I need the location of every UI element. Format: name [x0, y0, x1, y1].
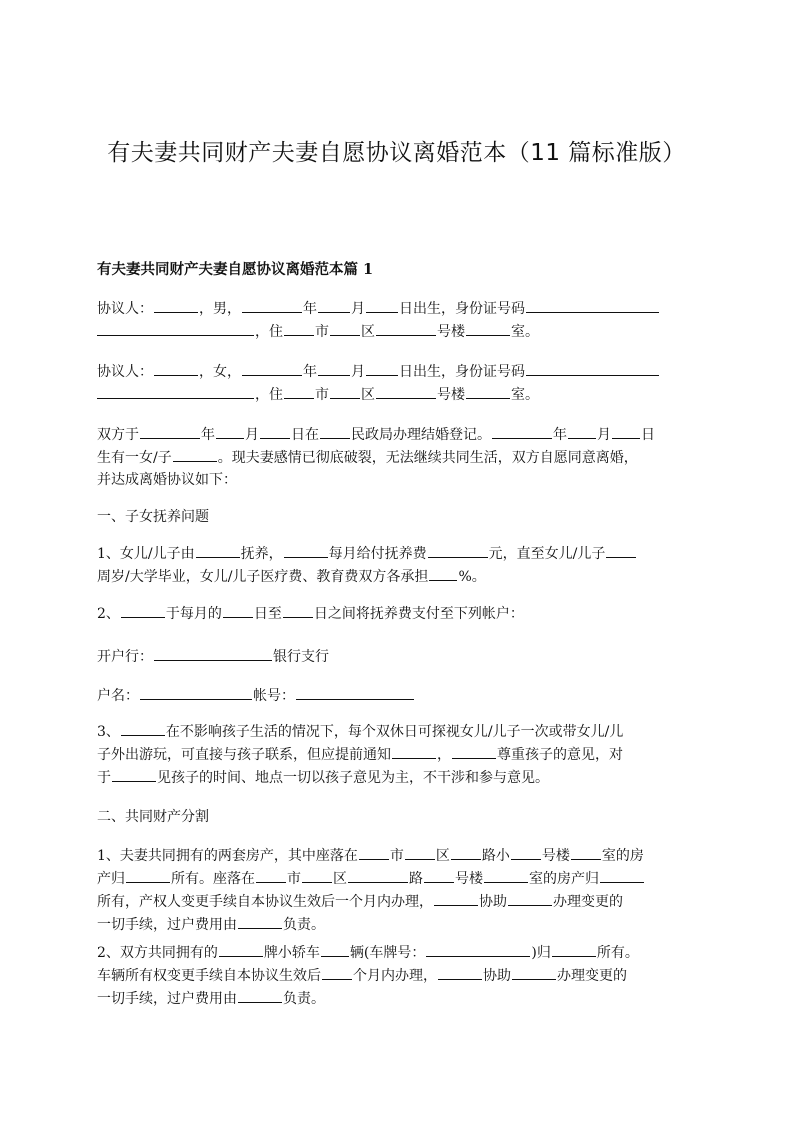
text: 室。: [511, 324, 539, 340]
blank-building: [511, 844, 541, 860]
text: 负责。: [283, 917, 325, 933]
text: 年: [553, 427, 567, 443]
item1-line2: [97, 565, 709, 588]
section1-item3: [97, 720, 709, 789]
blank: [452, 743, 496, 759]
text: 于: [97, 770, 111, 786]
text: 银行支行: [273, 649, 329, 665]
text: 办理变更的: [557, 968, 627, 984]
blank-street: [376, 320, 436, 336]
text: 市: [389, 848, 404, 864]
blank-name: [154, 360, 198, 376]
text: 月: [351, 301, 365, 317]
text: 协助: [479, 894, 507, 910]
blank-year: [242, 297, 302, 313]
blank-count: [321, 941, 349, 957]
text: 日: [641, 427, 655, 443]
blank-day: [260, 423, 290, 439]
blank-city: [359, 844, 389, 860]
section2-heading: [97, 806, 709, 829]
blank: [196, 542, 240, 558]
blank-id-cont: [97, 383, 254, 399]
item3-line1: [97, 720, 709, 743]
blank: [284, 542, 328, 558]
blank-account-name: [140, 684, 252, 700]
text: 日在: [291, 427, 319, 443]
text: 2、: [97, 606, 120, 622]
s2-item2-line2: [97, 964, 709, 987]
text: 年: [201, 427, 215, 443]
blank-room: [466, 320, 510, 336]
text: 所有，产权人变更手续自本协议生效后一个月内办理，: [97, 894, 433, 910]
blank-day: [366, 297, 398, 313]
text: ，男，: [199, 301, 241, 317]
blank-day-from: [223, 602, 253, 618]
blank-year2: [492, 423, 552, 439]
blank: [238, 987, 282, 1003]
section1-item2: [97, 602, 709, 625]
text: 2、双方共同拥有的: [97, 945, 218, 961]
s2-item2-line1: [97, 941, 709, 964]
item3-line3: [97, 766, 709, 789]
text: 在不影响孩子生活的情况下，每个双休日可探视女儿/儿子一次或带女儿/儿: [165, 724, 624, 740]
text: )归: [531, 945, 551, 961]
blank-amount: [428, 542, 488, 558]
text: 3、: [97, 724, 120, 740]
blank-id-cont: [97, 320, 254, 336]
blank-account-number: [296, 684, 414, 700]
blank: [434, 890, 478, 906]
s2-item2-line3: [97, 987, 709, 1010]
text: 月: [245, 427, 259, 443]
blank-month: [318, 360, 350, 376]
text: 日至: [253, 606, 282, 622]
bank-row: [97, 645, 709, 668]
text: 抚养，: [240, 546, 283, 562]
text: 年: [303, 301, 317, 317]
text: 所有。: [596, 945, 639, 961]
text: 于每月的: [165, 606, 222, 622]
blank-owner: [552, 941, 596, 957]
text: 开户行：: [97, 649, 153, 665]
text: 二、共同财产分割: [97, 809, 209, 825]
text: 民政局办理结婚登记。: [351, 427, 491, 443]
text: 协议人：: [97, 364, 153, 380]
blank: [438, 964, 482, 980]
blank: [112, 766, 156, 782]
text: 号楼: [437, 324, 465, 340]
text: 协议人：: [97, 301, 153, 317]
blank-id: [526, 360, 659, 376]
text: 区: [435, 848, 450, 864]
blank-child-name: [173, 446, 217, 462]
blank-road: [348, 867, 408, 883]
text: 双方于: [97, 427, 139, 443]
text: 区: [333, 871, 347, 887]
blank-year: [140, 423, 200, 439]
text: %。: [458, 569, 486, 585]
marriage-paragraph: [97, 423, 709, 492]
text: 一、子女抚养问题: [97, 509, 209, 525]
item3-line2: [97, 743, 709, 766]
text: 见孩子的时间、地点一切以孩子意见为主，不干涉和参与意见。: [157, 770, 549, 786]
text: 市: [315, 324, 329, 340]
blank-months: [322, 964, 352, 980]
text: 。现夫妻感情已彻底破裂，无法继续共同生活，双方自愿同意离婚，: [217, 450, 638, 466]
text: 日出生，身份证号码: [399, 301, 525, 317]
blank-name: [154, 297, 198, 313]
text: 路: [409, 871, 423, 887]
blank: [121, 720, 165, 736]
blank-room: [571, 844, 601, 860]
blank-month2: [568, 423, 596, 439]
blank: [238, 913, 282, 929]
text: 日出生，身份证号码: [399, 364, 525, 380]
blank-age: [606, 542, 636, 558]
blank-road: [451, 844, 481, 860]
s2-item1-line1: [97, 844, 709, 867]
text: 年: [303, 364, 317, 380]
text: 区: [361, 387, 375, 403]
blank: [508, 890, 552, 906]
text: 尊重孩子的意见，对: [497, 747, 623, 763]
blank-bank: [154, 645, 272, 661]
text: 子外出游玩，可直接与孩子联系，但应提前通知: [97, 747, 391, 763]
text: 日之间将抚养费支付至下列帐户：: [313, 606, 524, 622]
marriage-line3: 并达成离婚协议如下：: [97, 472, 237, 488]
text: 月: [597, 427, 611, 443]
s2-item1-line2: [97, 867, 709, 890]
text: ，女，: [199, 364, 241, 380]
text: 每月给付抚养费: [328, 546, 427, 562]
blank-district: [330, 320, 360, 336]
blank-street: [376, 383, 436, 399]
s2-item1-line3: [97, 890, 709, 913]
blank-owner: [600, 867, 644, 883]
text: 市: [287, 871, 301, 887]
blank-building: [424, 867, 454, 883]
blank-year: [242, 360, 302, 376]
text: 个月内办理，: [353, 968, 437, 984]
text: 负责。: [283, 991, 325, 1007]
text: 产归: [97, 871, 125, 887]
section1-item1: [97, 542, 709, 588]
text: 办理变更的: [553, 894, 623, 910]
text: 号楼: [541, 848, 570, 864]
blank-day2: [612, 423, 640, 439]
text: 协助: [483, 968, 511, 984]
section1-heading: [97, 506, 709, 529]
text: 路小: [481, 848, 510, 864]
blank-city: [284, 320, 314, 336]
blank-day: [366, 360, 398, 376]
text: 室的房: [601, 848, 644, 864]
blank-id: [526, 297, 659, 313]
party2-line1: [97, 360, 709, 383]
party2-line2: [97, 383, 709, 406]
blank-district: [405, 844, 435, 860]
text: 市: [315, 387, 329, 403]
text: 室。: [511, 387, 539, 403]
party1-paragraph: [97, 297, 709, 343]
s2-item1-line4: [97, 913, 709, 936]
text: 车辆所有权变更手续自本协议生效后: [97, 968, 321, 984]
blank-percent: [429, 565, 457, 581]
marriage-line1: [97, 423, 709, 446]
bank-line: [97, 645, 709, 668]
blank-month: [216, 423, 244, 439]
blank-city: [256, 867, 286, 883]
blank-plate: [426, 941, 530, 957]
item1-line1: [97, 542, 709, 565]
text: 号楼: [437, 387, 465, 403]
section2-item1: [97, 844, 709, 936]
blank: [121, 602, 165, 618]
party1-line2: [97, 320, 709, 343]
marriage-line2: [97, 446, 709, 469]
blank-brand: [219, 941, 263, 957]
text: 所有。座落在: [171, 871, 255, 887]
blank-room: [484, 867, 528, 883]
text: 区: [361, 324, 375, 340]
party1-line1: [97, 297, 709, 320]
section-heading: 有夫妻共同财产夫妻自愿协议离婚范本篇 1: [97, 261, 374, 278]
blank-district: [302, 867, 332, 883]
text: 周岁/大学毕业，女儿/儿子医疗费、教育费双方各承担: [97, 569, 429, 585]
blank-owner: [126, 867, 170, 883]
blank-day-to: [283, 602, 313, 618]
blank-city: [284, 383, 314, 399]
item2-line1: [97, 602, 709, 625]
text: 1、女儿/儿子由: [97, 546, 195, 562]
text: 户名：: [97, 688, 139, 704]
blank: [392, 743, 436, 759]
section2-item2: [97, 941, 709, 1010]
text: 牌小轿车: [263, 945, 320, 961]
blank-room: [466, 383, 510, 399]
text: 月: [351, 364, 365, 380]
text: 室的房产归: [529, 871, 599, 887]
text: 一切手续，过户费用由: [97, 991, 237, 1007]
text: 辆(车牌号：: [349, 945, 426, 961]
text: ，住: [255, 387, 283, 403]
blank: [512, 964, 556, 980]
document-title: 有夫妻共同财产夫妻自愿协议离婚范本（11 篇标准版）: [107, 140, 686, 166]
blank-bureau: [320, 423, 350, 439]
text: ，: [437, 747, 451, 763]
account-row: [97, 684, 709, 707]
text: 一切手续，过户费用由: [97, 917, 237, 933]
text: 号楼: [455, 871, 483, 887]
blank-district: [330, 383, 360, 399]
blank-month: [318, 297, 350, 313]
text: 帐号：: [253, 688, 295, 704]
account-line: [97, 684, 709, 707]
text: 生有一女/子: [97, 450, 172, 466]
party2-paragraph: [97, 360, 709, 406]
text: 元，直至女儿/儿子: [488, 546, 606, 562]
text: ，住: [255, 324, 283, 340]
text: 1、夫妻共同拥有的两套房产，其中座落在: [97, 848, 358, 864]
